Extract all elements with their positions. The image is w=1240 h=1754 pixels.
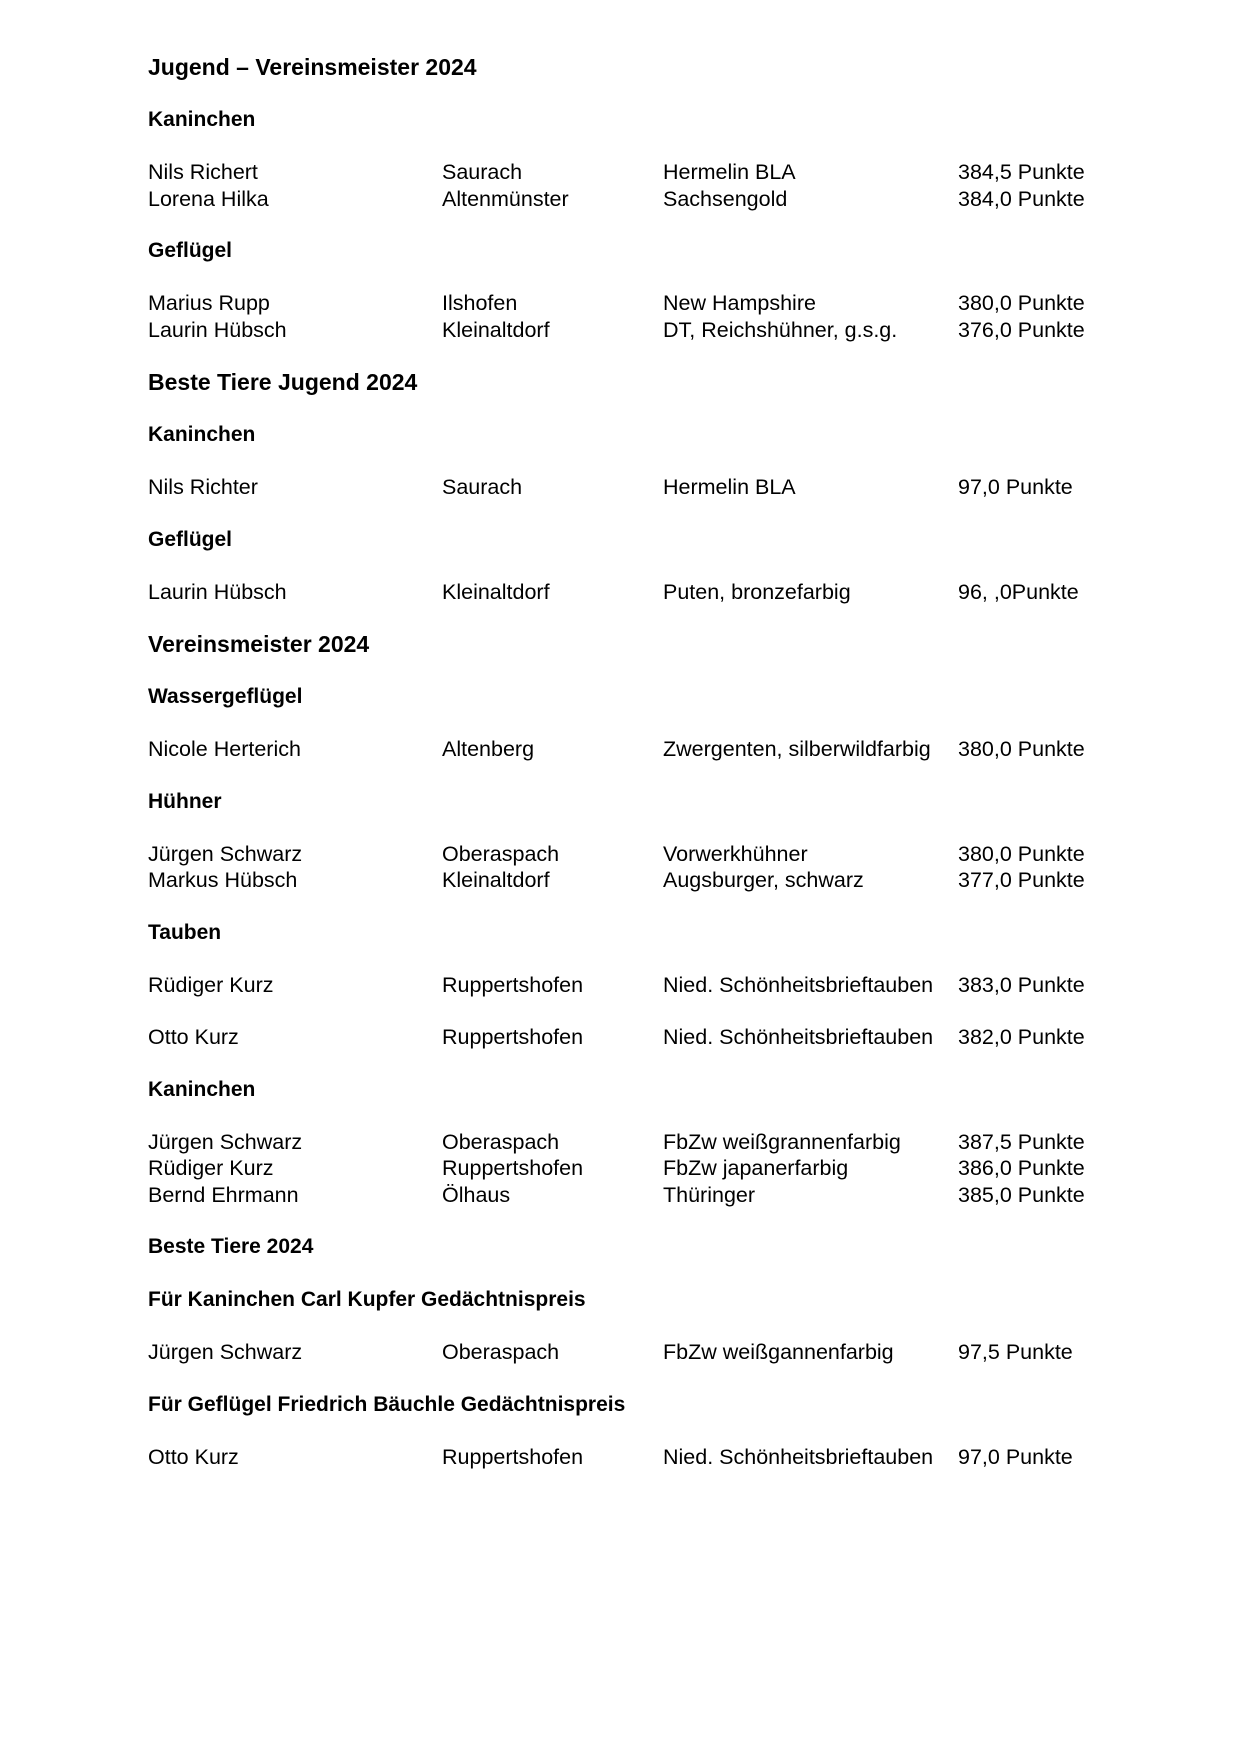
exhibitor-location: Oberaspach [442, 1340, 560, 1364]
exhibitor-location: Oberaspach [442, 841, 560, 866]
exhibitor-location: Kleinaltdorf [442, 868, 550, 892]
exhibitor-name: Rüdiger Kurz [148, 972, 274, 997]
exhibitor-name: Otto Kurz [148, 1025, 239, 1049]
score: 384,5 Punkte [958, 160, 1085, 184]
exhibitor-name: Otto Kurz [148, 1444, 239, 1469]
breed: FbZw weißgrannenfarbig [663, 1129, 901, 1154]
result-row [148, 474, 1108, 501]
exhibitor-location: Saurach [442, 160, 523, 184]
exhibitor-location: Oberaspach [442, 1129, 560, 1154]
subsection-heading: Hühner [148, 789, 222, 813]
exhibitor-name: Laurin Hübsch [148, 317, 287, 342]
result-row [148, 1024, 1108, 1051]
exhibitor-name: Lorena Hilka [148, 186, 269, 211]
exhibitor-location: Ruppertshofen [442, 1025, 584, 1049]
exhibitor-location: Altenmünster [442, 186, 569, 211]
section-heading: Jugend – Vereinsmeister 2024 [148, 54, 477, 80]
result-row [148, 159, 1108, 186]
result-row [148, 1129, 1108, 1156]
exhibitor-location: Saurach [442, 475, 523, 499]
score: 386,0 Punkte [958, 1156, 1085, 1180]
subsection-heading: Tauben [148, 920, 222, 944]
breed: Vorwerkhühner [663, 841, 808, 866]
exhibitor-location: Kleinaltdorf [442, 579, 550, 604]
subsection-heading: Wassergeflügel [148, 685, 303, 708]
breed: Hermelin BLA [663, 160, 796, 184]
subsection-heading: Für Kaninchen Carl Kupfer Gedächtnispreis [148, 1288, 586, 1311]
breed: Nied. Schönheitsbrieftauben [663, 972, 934, 997]
exhibitor-location: Altenberg [442, 737, 535, 761]
subsection-heading: Kaninchen [148, 108, 256, 131]
exhibitor-location: Ilshofen [442, 291, 518, 315]
exhibitor-name: Laurin Hübsch [148, 579, 287, 604]
breed: FbZw weißgannenfarbig [663, 1340, 894, 1364]
result-row [148, 186, 1108, 213]
breed: Thüringer [663, 1182, 756, 1207]
exhibitor-name: Jürgen Schwarz [148, 1340, 303, 1364]
score: 384,0 Punkte [958, 186, 1085, 211]
result-row [148, 1182, 1108, 1209]
score: 385,0 Punkte [958, 1182, 1085, 1207]
score: 380,0 Punkte [958, 841, 1085, 866]
exhibitor-name: Jürgen Schwarz [148, 841, 303, 866]
exhibitor-location: Ruppertshofen [442, 1444, 584, 1469]
breed: FbZw japanerfarbig [663, 1156, 849, 1180]
score: 376,0 Punkte [958, 317, 1085, 342]
result-row [148, 1444, 1108, 1471]
document-body [148, 54, 1108, 1470]
breed: Puten, bronzefarbig [663, 579, 851, 604]
exhibitor-name: Nils Richert [148, 160, 258, 184]
exhibitor-location: Ölhaus [442, 1182, 511, 1207]
score: 387,5 Punkte [958, 1129, 1085, 1154]
exhibitor-location: Ruppertshofen [442, 1156, 584, 1180]
score: 383,0 Punkte [958, 972, 1085, 997]
exhibitor-name: Nicole Herterich [148, 737, 301, 761]
exhibitor-name: Rüdiger Kurz [148, 1156, 274, 1180]
exhibitor-location: Kleinaltdorf [442, 317, 550, 342]
exhibitor-name: Jürgen Schwarz [148, 1129, 303, 1154]
section-heading: Vereinsmeister 2024 [148, 631, 370, 657]
score: 377,0 Punkte [958, 868, 1085, 892]
result-row [148, 317, 1108, 344]
result-row [148, 972, 1108, 999]
score: 97,5 Punkte [958, 1340, 1073, 1364]
score: 380,0 Punkte [958, 737, 1085, 761]
breed: Nied. Schönheitsbrieftauben [663, 1444, 934, 1469]
result-row [148, 841, 1108, 868]
subsection-heading: Kaninchen [148, 423, 256, 446]
score: 97,0 Punkte [958, 475, 1073, 499]
breed: Hermelin BLA [663, 475, 796, 499]
breed: Nied. Schönheitsbrieftauben [663, 1025, 934, 1049]
breed: New Hampshire [663, 291, 816, 315]
result-row [148, 1155, 1108, 1182]
exhibitor-name: Nils Richter [148, 475, 258, 499]
subsection-heading: Beste Tiere 2024 [148, 1235, 314, 1258]
score: 96, ,0Punkte [958, 579, 1079, 604]
subsection-heading: Für Geflügel Friedrich Bäuchle Gedächtnispreis [148, 1392, 626, 1416]
exhibitor-location: Ruppertshofen [442, 972, 584, 997]
breed: Zwergenten, silberwildfarbig [663, 737, 931, 761]
section-heading: Beste Tiere Jugend 2024 [148, 369, 418, 395]
breed: Sachsengold [663, 186, 788, 211]
result-row [148, 736, 1108, 763]
result-row [148, 579, 1108, 606]
result-row [148, 290, 1108, 317]
result-row [148, 867, 1108, 894]
breed: DT, Reichshühner, g.s.g. [663, 317, 898, 342]
result-row [148, 1339, 1108, 1366]
exhibitor-name: Bernd Ehrmann [148, 1182, 299, 1207]
score: 382,0 Punkte [958, 1025, 1085, 1049]
exhibitor-name: Marius Rupp [148, 291, 270, 315]
score: 97,0 Punkte [958, 1444, 1073, 1469]
subsection-heading: Geflügel [148, 527, 233, 551]
breed: Augsburger, schwarz [663, 868, 864, 892]
exhibitor-name: Markus Hübsch [148, 868, 298, 892]
score: 380,0 Punkte [958, 291, 1085, 315]
subsection-heading: Kaninchen [148, 1077, 256, 1101]
subsection-heading: Geflügel [148, 239, 233, 262]
